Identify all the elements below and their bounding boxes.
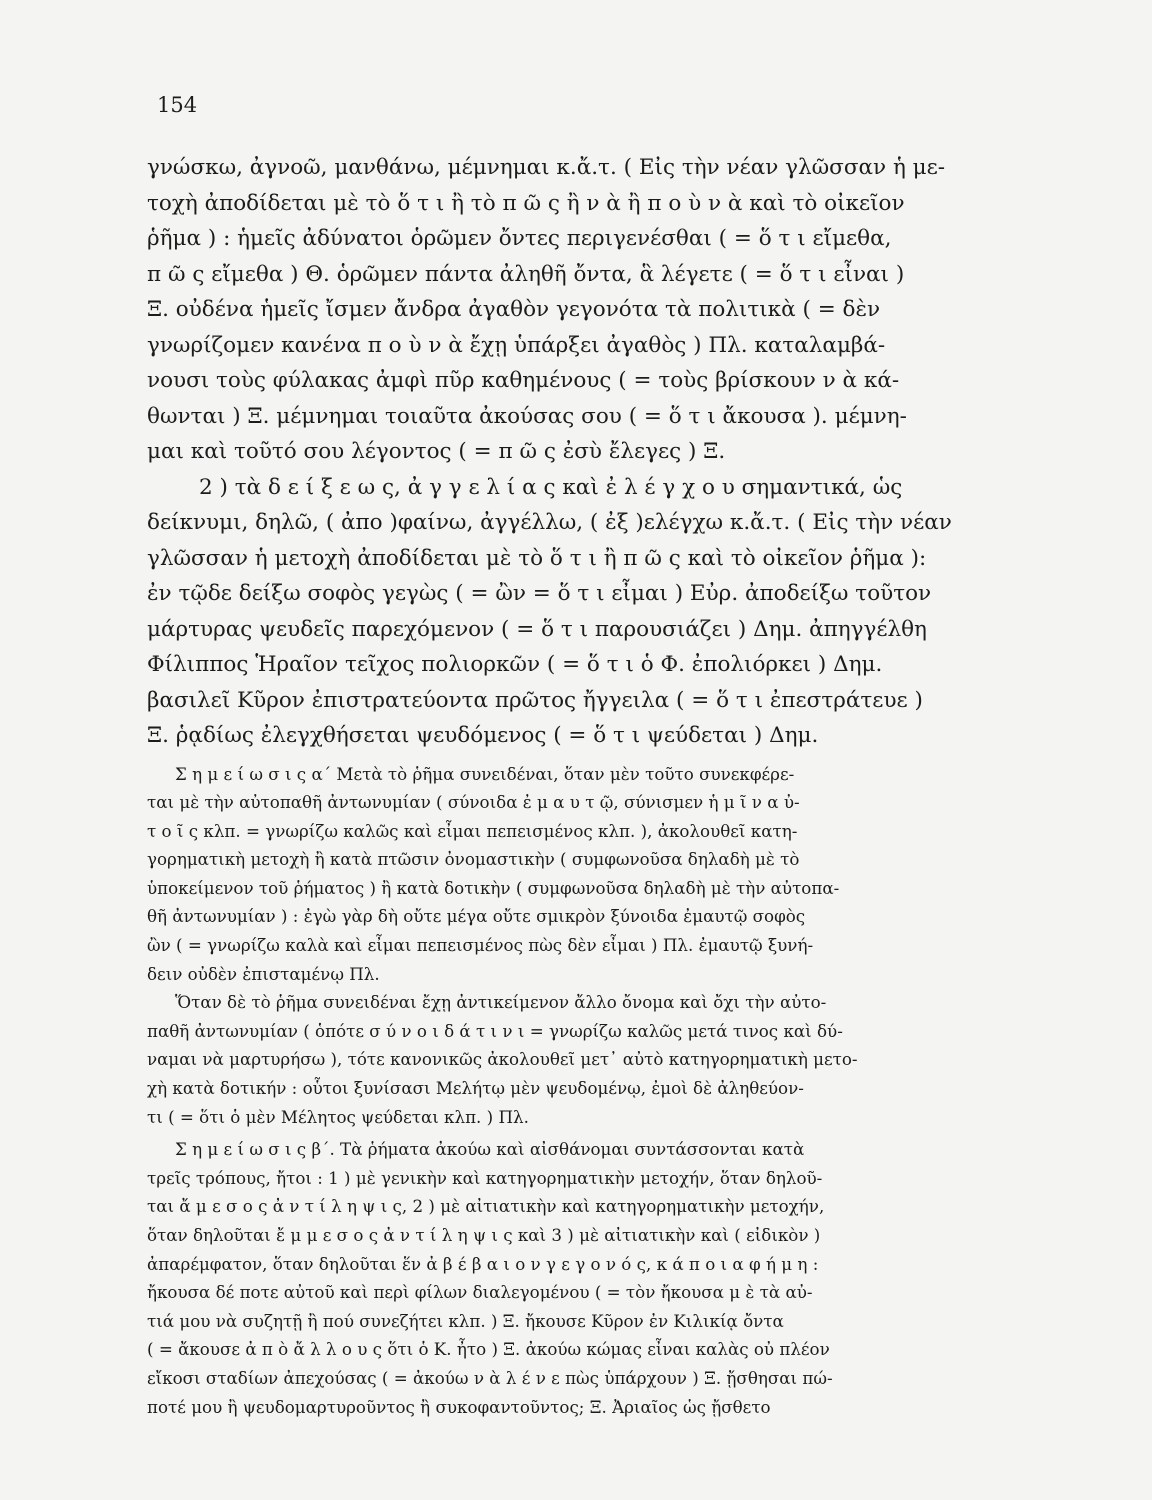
main-paragraph: [147, 150, 1017, 754]
text-line: βασιλεῖ Κῦρον ἐπιστρατεύοντα πρῶτος ἤγγειλα ( = ὅ τ ι ἐπεστράτευε ): [147, 687, 923, 713]
text-line: ὢν ( = γνωρίζω καλὰ καὶ εἶμαι πεπεισμένος πὼς δὲν εἶμαι ) Πλ. ἐμαυτῷ ξυνή-: [147, 935, 814, 956]
text-line: ποτέ μου ἢ ψευδομαρτυροῦντος ἢ συκοφαντοῦντος; Ξ. Ἀριαῖος ὡς ᾔσθετο: [147, 1396, 771, 1417]
note-alpha-continuation: [147, 988, 1017, 1131]
text-line: μάρτυρας ψευδεῖς παρεχόμενον ( = ὅ τ ι παρουσιάζει ) Δημ. ἀπηγγέλθη: [147, 616, 927, 642]
text-line: παθῆ ἀντωνυμίαν ( ὁπότε σ ύ ν ο ι δ ά τ ι ν ι = γνωρίζω καλῶς μετά τινος καὶ δύ-: [147, 1020, 843, 1041]
text-line: 2 ) τὰ δ ε ί ξ ε ω ς, ἀ γ γ ε λ ί α ς καὶ ἐ λ έ γ χ ο υ σημαντικά, ὡς: [199, 474, 903, 500]
body-text: [147, 150, 1017, 1421]
text-line: δειν οὐδὲν ἐπισταμένῳ Πλ.: [147, 963, 380, 984]
text-line: τοχὴ ἀποδίδεται μὲ τὸ ὅ τ ι ἢ τὸ π ῶ ς ἢ ν ὰ ἢ π ο ὺ ν ὰ καὶ τὸ οἰκεῖον: [147, 190, 905, 216]
text-line: γνωρίζομεν κανένα π ο ὺ ν ὰ ἔχῃ ὑπάρξει ἀγαθὸς ) Πλ. καταλαμβά-: [147, 332, 886, 358]
text-line: Σ η μ ε ί ω σ ι ς β΄. Τὰ ῥήματα ἀκούω καὶ αἰσθάνομαι συντάσσονται κατὰ: [175, 1139, 805, 1160]
text-line: ται μὲ τὴν αὐτοπαθῆ ἀντωνυμίαν ( σύνοιδα ἐ μ α υ τ ῷ, σύνισμεν ἡ μ ῖ ν α ὐ-: [147, 792, 800, 813]
text-line: τι ( = ὅτι ὁ μὲν Μέλητος ψεύδεται κλπ. ) Πλ.: [147, 1106, 529, 1127]
text-line: ( = ἄκουσε ἀ π ὸ ἄ λ λ ο υ ς ὅτι ὁ Κ. ἦτο ) Ξ. ἀκούω κώμας εἶναι καλὰς οὐ πλέον: [147, 1339, 830, 1360]
text-line: ῥῆμα ) : ἡμεῖς ἀδύνατοι ὁρῶμεν ὄντες περιγενέσθαι ( = ὅ τ ι εἴμεθα,: [147, 226, 892, 251]
text-line: ναμαι νὰ μαρτυρήσω ), τότε κανονικῶς ἀκολουθεῖ μετ᾽ αὐτὸ κατηγορηματικὴ μετο-: [147, 1049, 858, 1070]
text-line: ἐν τῷδε δείξω σοφὸς γεγὼς ( = ὢν = ὅ τ ι εἶμαι ) Εὐρ. ἀποδείξω τοῦτον: [147, 581, 932, 606]
text-line: Ξ. ῥᾳδίως ἐλεγχθήσεται ψευδόμενος ( = ὅ τ ι ψεύδεται ) Δημ.: [147, 723, 819, 748]
text-line: Φίλιππος Ἡραῖον τεῖχος πολιορκῶν ( = ὅ τ ι ὁ Φ. ἐπολιόρκει ) Δημ.: [147, 652, 883, 677]
text-line: Ξ. οὐδένα ἡμεῖς ἴσμεν ἄνδρα ἀγαθὸν γεγονότα τὰ πολιτικὰ ( = δὲν: [147, 297, 881, 322]
text-line: γλῶσσαν ἡ μετοχὴ ἀποδίδεται μὲ τὸ ὅ τ ι ἢ π ῶ ς καὶ τὸ οἰκεῖον ῥῆμα ):: [147, 545, 927, 571]
text-line: ὅταν δηλοῦται ἔ μ μ ε σ ο ς ἀ ν τ ί λ η ψ ι ς καὶ 3 ) μὲ αἰτιατικὴν καὶ ( εἰδικὸν ): [147, 1225, 821, 1245]
text-line: δείκνυμι, δηλῶ, ( ἀπο )φαίνω, ἀγγέλλω, ( ἐξ )ελέγχω κ.ἄ.τ. ( Εἰς τὴν νέαν: [147, 510, 952, 535]
text-line: τιά μου νὰ συζητῇ ἢ πού συνεζήτει κλπ. ) Ξ. ἤκουσε Κῦρον ἐν Κιλικίᾳ ὄντα: [147, 1310, 784, 1331]
text-line: π ῶ ς εἴμεθα ) Θ. ὁρῶμεν πάντα ἀληθῆ ὄντα, ἃ λέγετε ( = ὅ τ ι εἶναι ): [147, 261, 905, 287]
page-number: 154: [157, 93, 198, 117]
text-line: τ ο ῖ ς κλπ. = γνωρίζω καλῶς καὶ εἶμαι πεπεισμένος κλπ. ), ἀκολουθεῖ κατη-: [147, 820, 798, 841]
text-line: θωνται ) Ξ. μέμνημαι τοιαῦτα ἀκούσας σου ( = ὅ τ ι ἄκουσα ). μέμνη-: [147, 403, 907, 429]
note-alpha: [147, 760, 1017, 989]
text-line: Σ η μ ε ί ω σ ι ς α΄ Μετὰ τὸ ῥῆμα συνειδέναι, ὅταν μὲν τοῦτο συνεκφέρε-: [175, 763, 795, 784]
text-line: ἀπαρέμφατον, ὅταν δηλοῦται ἕν ἀ β έ β α ι ο ν γ ε γ ο ν ό ς, κ ά π ο ι α φ ή μ η :: [147, 1253, 819, 1274]
note-beta: [147, 1135, 1017, 1421]
text-line: μαι καὶ τοῦτό σου λέγοντος ( = π ῶ ς ἐσὺ ἔλεγες ) Ξ.: [147, 439, 726, 464]
text-line: γνώσκω, ἀγνοῶ, μανθάνω, μέμνημαι κ.ἄ.τ. ( Εἰς τὴν νέαν γλῶσσαν ἡ με-: [147, 155, 946, 180]
text-line: τρεῖς τρόπους, ἤτοι : 1 ) μὲ γενικὴν καὶ κατηγορηματικὴν μετοχήν, ὅταν δηλοῦ-: [147, 1167, 823, 1188]
text-line: γορηματικὴ μετοχὴ ἢ κατὰ πτῶσιν ὀνομαστικὴν ( συμφωνοῦσα δηλαδὴ μὲ τὸ: [147, 849, 800, 870]
text-line: θῆ ἀντωνυμίαν ) : ἐγὼ γὰρ δὴ οὔτε μέγα οὔτε σμικρὸν ξύνοιδα ἐμαυτῷ σοφὸς: [147, 906, 806, 927]
text-line: ται ἄ μ ε σ ο ς ἀ ν τ ί λ η ψ ι ς, 2 ) μὲ αἰτιατικὴν καὶ κατηγορηματικὴν μετοχήν,: [147, 1196, 825, 1217]
text-line: Ὅταν δὲ τὸ ῥῆμα συνειδέναι ἔχῃ ἀντικείμενον ἄλλο ὄνομα καὶ ὄχι τὴν αὐτο-: [175, 992, 827, 1013]
text-line: νουσι τοὺς φύλακας ἀμφὶ πῦρ καθημένους ( = τοὺς βρίσκουν ν ὰ κά-: [147, 368, 900, 393]
text-line: ἤκουσα δέ ποτε αὐτοῦ καὶ περὶ φίλων διαλεγομένου ( = τὸν ἤκουσα μ ὲ τὰ αὐ-: [147, 1282, 813, 1303]
text-line: χὴ κατὰ δοτικήν : οὗτοι ξυνίσασι Μελήτῳ μὲν ψευδομένῳ, ἐμοὶ δὲ ἀληθεύον-: [147, 1078, 804, 1099]
text-line: εἴκοσι σταδίων ἀπεχούσας ( = ἀκούω ν ὰ λ έ ν ε πὼς ὑπάρχουν ) Ξ. ᾔσθησαι πώ-: [147, 1367, 833, 1388]
text-line: ὑποκείμενον τοῦ ῥήματος ) ἢ κατὰ δοτικὴν ( συμφωνοῦσα δηλαδὴ μὲ τὴν αὐτοπα-: [147, 877, 840, 898]
